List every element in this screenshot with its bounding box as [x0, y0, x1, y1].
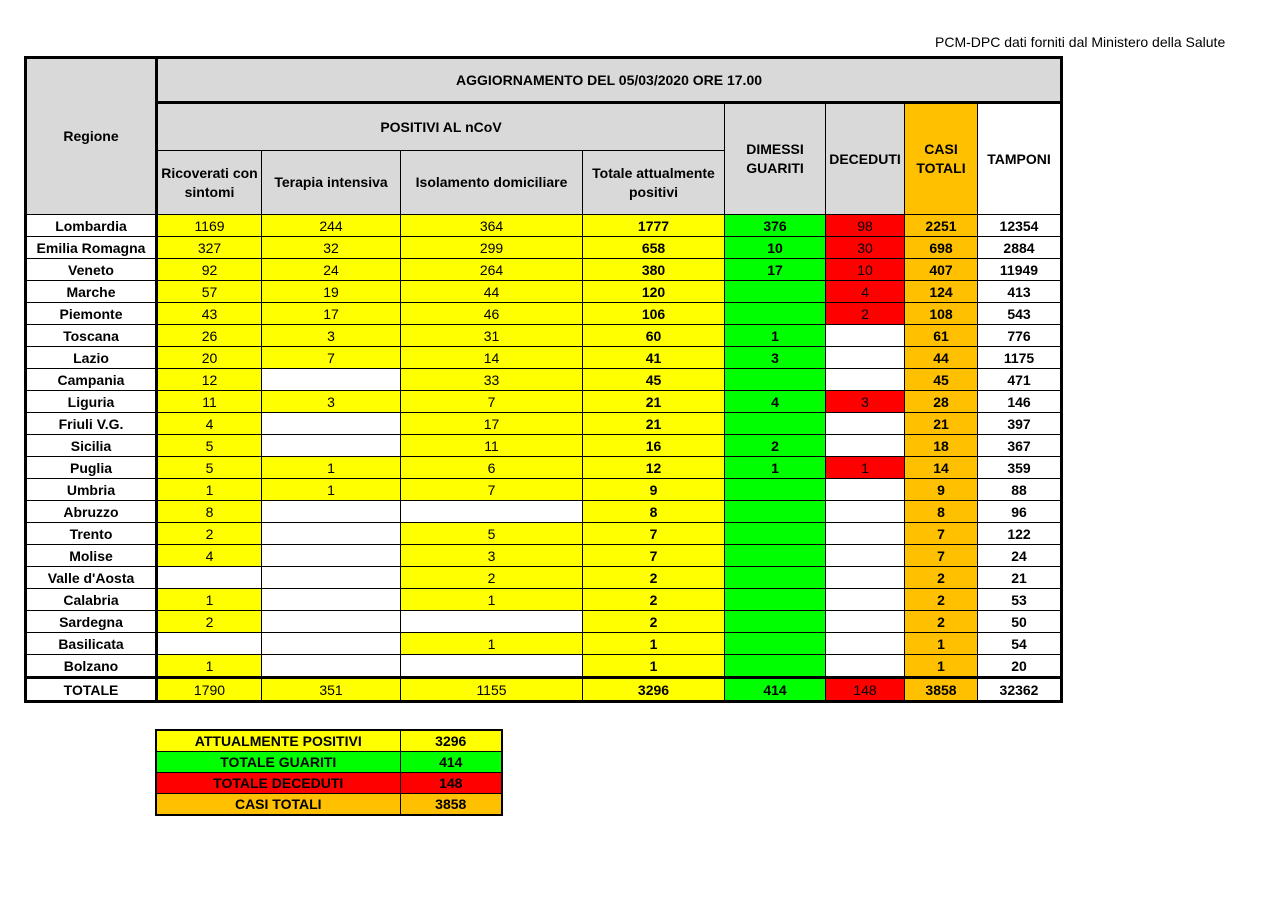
- table-row: [26, 655, 1062, 678]
- cell-isolamento: 31: [401, 325, 583, 347]
- header-isolamento: Isolamento domiciliare: [401, 151, 583, 215]
- cell-tamponi: 32362: [978, 678, 1062, 702]
- cell-dimessi: [725, 523, 826, 545]
- cell-isolamento: 3: [401, 545, 583, 567]
- cell-deceduti: [826, 523, 905, 545]
- cell-terapia: [262, 567, 401, 589]
- header-casi-totali: CASI TOTALI: [905, 103, 978, 215]
- cell-tamponi: 359: [978, 457, 1062, 479]
- table-row: [26, 479, 1062, 501]
- cell-deceduti: [826, 545, 905, 567]
- cell-terapia: [262, 501, 401, 523]
- cell-terapia: 19: [262, 281, 401, 303]
- header-positivi: POSITIVI AL nCoV: [157, 103, 725, 151]
- cell-terapia: 7: [262, 347, 401, 369]
- cell-dimessi: 414: [725, 678, 826, 702]
- table-row: [26, 567, 1062, 589]
- cell-casi: 3858: [905, 678, 978, 702]
- cell-tamponi: 471: [978, 369, 1062, 391]
- cell-deceduti: 2: [826, 303, 905, 325]
- cell-tamponi: 21: [978, 567, 1062, 589]
- table-row: [26, 259, 1062, 281]
- cell-tamponi: 2884: [978, 237, 1062, 259]
- cell-deceduti: [826, 369, 905, 391]
- cell-ricoverati: 11: [157, 391, 262, 413]
- header-totale-positivi: Totale attualmente positivi: [583, 151, 725, 215]
- cell-terapia: 24: [262, 259, 401, 281]
- cell-dimessi: 17: [725, 259, 826, 281]
- cell-tamponi: 413: [978, 281, 1062, 303]
- cell-casi: 698: [905, 237, 978, 259]
- cell-dimessi: 1: [725, 325, 826, 347]
- cell-deceduti: 1: [826, 457, 905, 479]
- cell-isolamento: 17: [401, 413, 583, 435]
- header-ricoverati: Ricoverati con sintomi: [157, 151, 262, 215]
- cell-totale: 2: [583, 611, 725, 633]
- cell-terapia: 1: [262, 479, 401, 501]
- cell-terapia: [262, 589, 401, 611]
- cell-tamponi: 122: [978, 523, 1062, 545]
- table-row: [26, 611, 1062, 633]
- cell-tamponi: 11949: [978, 259, 1062, 281]
- cell-isolamento: 5: [401, 523, 583, 545]
- cell-dimessi: 3: [725, 347, 826, 369]
- summary-row: [156, 773, 502, 794]
- cell-isolamento: 44: [401, 281, 583, 303]
- cell-isolamento: 299: [401, 237, 583, 259]
- cell-tamponi: 1175: [978, 347, 1062, 369]
- cell-ricoverati: 2: [157, 611, 262, 633]
- cell-dimessi: 1: [725, 457, 826, 479]
- cell-totale: 12: [583, 457, 725, 479]
- cell-tamponi: 54: [978, 633, 1062, 655]
- cell-dimessi: 376: [725, 215, 826, 237]
- cell-casi: 44: [905, 347, 978, 369]
- cell-totale: 9: [583, 479, 725, 501]
- region-name: Campania: [26, 369, 157, 391]
- table-row: [26, 435, 1062, 457]
- cell-tamponi: 146: [978, 391, 1062, 413]
- summary-value: 148: [400, 773, 502, 794]
- cell-deceduti: [826, 413, 905, 435]
- cell-terapia: [262, 435, 401, 457]
- region-name: Molise: [26, 545, 157, 567]
- cell-tamponi: 96: [978, 501, 1062, 523]
- region-name: Piemonte: [26, 303, 157, 325]
- summary-value: 3858: [400, 794, 502, 816]
- cell-totale: 1777: [583, 215, 725, 237]
- cell-terapia: 3: [262, 391, 401, 413]
- table-row: [26, 523, 1062, 545]
- summary-value: 414: [400, 752, 502, 773]
- table-row: [26, 347, 1062, 369]
- table-row: [26, 633, 1062, 655]
- cell-casi: 1: [905, 655, 978, 678]
- cell-isolamento: 14: [401, 347, 583, 369]
- total-row: [26, 678, 1062, 702]
- cell-ricoverati: 26: [157, 325, 262, 347]
- cell-dimessi: [725, 655, 826, 678]
- cell-totale: 1: [583, 655, 725, 678]
- cell-ricoverati: 20: [157, 347, 262, 369]
- cell-tamponi: 12354: [978, 215, 1062, 237]
- table-row: [26, 457, 1062, 479]
- region-name: TOTALE: [26, 678, 157, 702]
- table-row: [26, 325, 1062, 347]
- cell-casi: 1: [905, 633, 978, 655]
- region-name: Sardegna: [26, 611, 157, 633]
- cell-dimessi: [725, 589, 826, 611]
- table-title: AGGIORNAMENTO DEL 05/03/2020 ORE 17.00: [157, 58, 1062, 103]
- cell-tamponi: 50: [978, 611, 1062, 633]
- source-note: PCM-DPC dati forniti dal Ministero della Salute: [935, 34, 1226, 50]
- cell-deceduti: [826, 589, 905, 611]
- region-name: Lombardia: [26, 215, 157, 237]
- summary-row: [156, 794, 502, 816]
- cell-deceduti: [826, 479, 905, 501]
- cell-isolamento: [401, 655, 583, 678]
- region-name: Lazio: [26, 347, 157, 369]
- cell-totale: 7: [583, 523, 725, 545]
- cell-totale: 658: [583, 237, 725, 259]
- table-row: [26, 545, 1062, 567]
- cell-dimessi: [725, 369, 826, 391]
- cell-terapia: 244: [262, 215, 401, 237]
- cell-ricoverati: 327: [157, 237, 262, 259]
- cell-dimessi: [725, 413, 826, 435]
- cell-deceduti: [826, 633, 905, 655]
- cell-ricoverati: 57: [157, 281, 262, 303]
- cell-ricoverati: 92: [157, 259, 262, 281]
- table-row: [26, 237, 1062, 259]
- cell-casi: 45: [905, 369, 978, 391]
- summary-table: [155, 729, 503, 816]
- summary-row: [156, 752, 502, 773]
- cell-totale: 1: [583, 633, 725, 655]
- cell-ricoverati: 43: [157, 303, 262, 325]
- cell-casi: 108: [905, 303, 978, 325]
- cell-isolamento: 2: [401, 567, 583, 589]
- region-name: Emilia Romagna: [26, 237, 157, 259]
- cell-totale: 60: [583, 325, 725, 347]
- cell-isolamento: 7: [401, 391, 583, 413]
- cell-deceduti: 148: [826, 678, 905, 702]
- cell-isolamento: 1155: [401, 678, 583, 702]
- cell-totale: 120: [583, 281, 725, 303]
- cell-casi: 124: [905, 281, 978, 303]
- cell-casi: 14: [905, 457, 978, 479]
- cell-tamponi: 367: [978, 435, 1062, 457]
- cell-casi: 18: [905, 435, 978, 457]
- cell-dimessi: [725, 303, 826, 325]
- cell-dimessi: 4: [725, 391, 826, 413]
- region-name: Marche: [26, 281, 157, 303]
- cell-deceduti: [826, 567, 905, 589]
- cell-totale: 2: [583, 589, 725, 611]
- cell-ricoverati: 8: [157, 501, 262, 523]
- header-terapia: Terapia intensiva: [262, 151, 401, 215]
- cell-totale: 380: [583, 259, 725, 281]
- cell-ricoverati: 5: [157, 457, 262, 479]
- region-name: Basilicata: [26, 633, 157, 655]
- cell-totale: 3296: [583, 678, 725, 702]
- cell-casi: 8: [905, 501, 978, 523]
- cell-terapia: [262, 655, 401, 678]
- cell-dimessi: 10: [725, 237, 826, 259]
- summary-label: ATTUALMENTE POSITIVI: [156, 730, 400, 752]
- cell-dimessi: [725, 611, 826, 633]
- cell-isolamento: 33: [401, 369, 583, 391]
- cell-ricoverati: 4: [157, 545, 262, 567]
- cell-casi: 2: [905, 589, 978, 611]
- cell-totale: 21: [583, 391, 725, 413]
- cell-tamponi: 24: [978, 545, 1062, 567]
- region-name: Toscana: [26, 325, 157, 347]
- cell-ricoverati: 1169: [157, 215, 262, 237]
- cell-deceduti: 4: [826, 281, 905, 303]
- cell-dimessi: [725, 281, 826, 303]
- table-row: [26, 369, 1062, 391]
- region-name: Trento: [26, 523, 157, 545]
- table-row: [26, 589, 1062, 611]
- cell-casi: 61: [905, 325, 978, 347]
- header-tamponi: TAMPONI: [978, 103, 1062, 215]
- cell-casi: 2: [905, 611, 978, 633]
- cell-casi: 21: [905, 413, 978, 435]
- cell-ricoverati: 12: [157, 369, 262, 391]
- table-row: [26, 215, 1062, 237]
- summary-label: CASI TOTALI: [156, 794, 400, 816]
- summary-value: 3296: [400, 730, 502, 752]
- region-name: Liguria: [26, 391, 157, 413]
- cell-dimessi: [725, 567, 826, 589]
- cell-totale: 16: [583, 435, 725, 457]
- cell-isolamento: 364: [401, 215, 583, 237]
- cell-isolamento: 11: [401, 435, 583, 457]
- cell-dimessi: 2: [725, 435, 826, 457]
- cell-casi: 7: [905, 545, 978, 567]
- cell-tamponi: 776: [978, 325, 1062, 347]
- cell-terapia: [262, 413, 401, 435]
- cell-ricoverati: 2: [157, 523, 262, 545]
- cell-isolamento: 7: [401, 479, 583, 501]
- cell-totale: 41: [583, 347, 725, 369]
- cell-totale: 8: [583, 501, 725, 523]
- cell-dimessi: [725, 633, 826, 655]
- cell-dimessi: [725, 501, 826, 523]
- region-name: Puglia: [26, 457, 157, 479]
- cell-terapia: 1: [262, 457, 401, 479]
- cell-deceduti: 30: [826, 237, 905, 259]
- cell-deceduti: [826, 611, 905, 633]
- cell-deceduti: 10: [826, 259, 905, 281]
- cell-isolamento: [401, 501, 583, 523]
- cell-totale: 7: [583, 545, 725, 567]
- cell-totale: 45: [583, 369, 725, 391]
- region-name: Friuli V.G.: [26, 413, 157, 435]
- cell-ricoverati: [157, 567, 262, 589]
- cell-casi: 2251: [905, 215, 978, 237]
- region-name: Sicilia: [26, 435, 157, 457]
- cell-casi: 7: [905, 523, 978, 545]
- cell-totale: 21: [583, 413, 725, 435]
- cell-deceduti: 98: [826, 215, 905, 237]
- region-name: Calabria: [26, 589, 157, 611]
- header-deceduti: DECEDUTI: [826, 103, 905, 215]
- cell-ricoverati: [157, 633, 262, 655]
- table-row: [26, 281, 1062, 303]
- cell-casi: 407: [905, 259, 978, 281]
- table-row: [26, 391, 1062, 413]
- cell-isolamento: 6: [401, 457, 583, 479]
- cell-isolamento: [401, 611, 583, 633]
- cell-ricoverati: 1: [157, 589, 262, 611]
- cell-isolamento: 46: [401, 303, 583, 325]
- cell-ricoverati: 1790: [157, 678, 262, 702]
- cell-dimessi: [725, 479, 826, 501]
- regional-data-table: [24, 56, 1063, 703]
- cell-terapia: 17: [262, 303, 401, 325]
- summary-row: [156, 730, 502, 752]
- cell-tamponi: 543: [978, 303, 1062, 325]
- table-row: [26, 413, 1062, 435]
- table-row: [26, 303, 1062, 325]
- cell-casi: 2: [905, 567, 978, 589]
- cell-terapia: [262, 369, 401, 391]
- cell-casi: 9: [905, 479, 978, 501]
- cell-dimessi: [725, 545, 826, 567]
- cell-terapia: 32: [262, 237, 401, 259]
- cell-deceduti: [826, 325, 905, 347]
- cell-tamponi: 397: [978, 413, 1062, 435]
- region-name: Abruzzo: [26, 501, 157, 523]
- cell-totale: 106: [583, 303, 725, 325]
- cell-terapia: [262, 545, 401, 567]
- cell-deceduti: 3: [826, 391, 905, 413]
- header-dimessi: DIMESSI GUARITI: [725, 103, 826, 215]
- cell-terapia: [262, 611, 401, 633]
- cell-deceduti: [826, 655, 905, 678]
- cell-terapia: 351: [262, 678, 401, 702]
- cell-tamponi: 88: [978, 479, 1062, 501]
- cell-ricoverati: 5: [157, 435, 262, 457]
- cell-isolamento: 1: [401, 633, 583, 655]
- cell-casi: 28: [905, 391, 978, 413]
- cell-deceduti: [826, 501, 905, 523]
- cell-isolamento: 1: [401, 589, 583, 611]
- cell-terapia: [262, 633, 401, 655]
- region-name: Umbria: [26, 479, 157, 501]
- table-row: [26, 501, 1062, 523]
- cell-ricoverati: 1: [157, 655, 262, 678]
- cell-isolamento: 264: [401, 259, 583, 281]
- cell-deceduti: [826, 347, 905, 369]
- cell-terapia: [262, 523, 401, 545]
- cell-ricoverati: 4: [157, 413, 262, 435]
- cell-tamponi: 20: [978, 655, 1062, 678]
- cell-totale: 2: [583, 567, 725, 589]
- cell-ricoverati: 1: [157, 479, 262, 501]
- region-name: Veneto: [26, 259, 157, 281]
- region-name: Valle d'Aosta: [26, 567, 157, 589]
- summary-label: TOTALE GUARITI: [156, 752, 400, 773]
- summary-label: TOTALE DECEDUTI: [156, 773, 400, 794]
- header-regione: Regione: [26, 58, 157, 215]
- region-name: Bolzano: [26, 655, 157, 678]
- cell-terapia: 3: [262, 325, 401, 347]
- cell-tamponi: 53: [978, 589, 1062, 611]
- cell-deceduti: [826, 435, 905, 457]
